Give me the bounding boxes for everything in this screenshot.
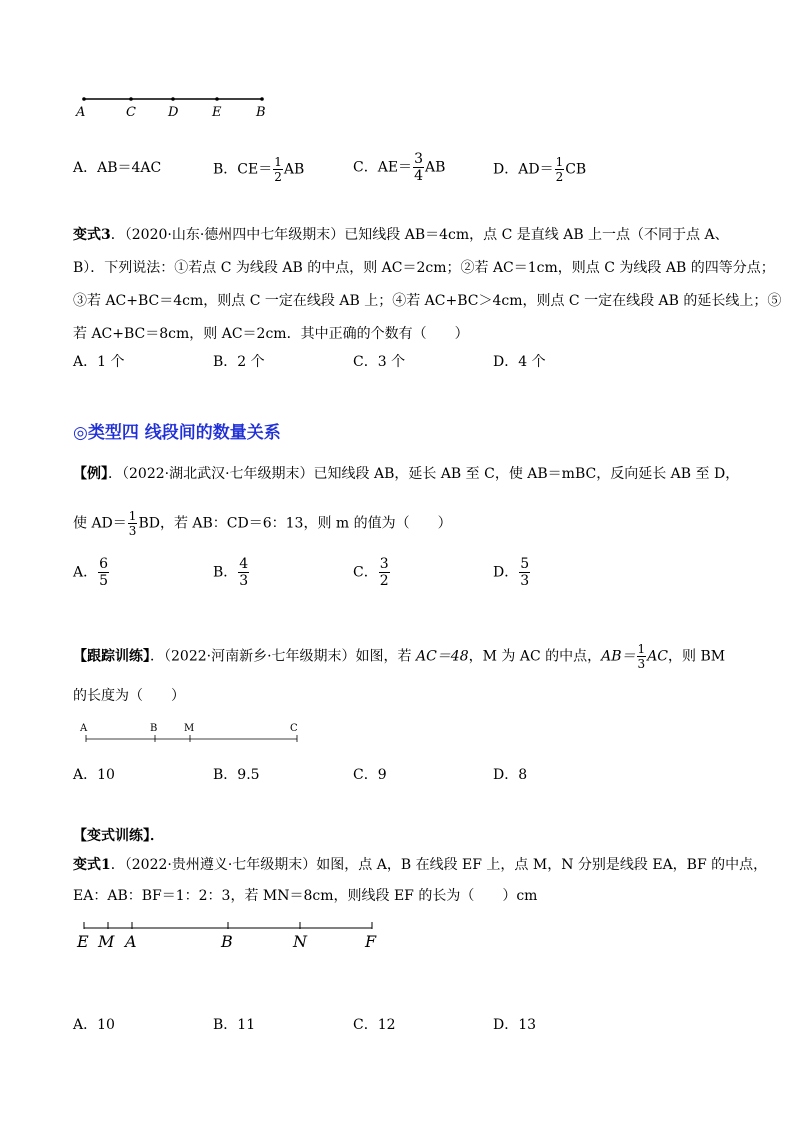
variant1-option-b: B．11	[213, 1017, 256, 1033]
option-c: C．AE＝ $\frac{3}{4}$ AB	[353, 151, 446, 184]
variant3-line-4: 若 AC+BC＝8cm，则 AC＝2cm．其中正确的个数有（ ）	[73, 326, 469, 342]
point-label-b: B	[150, 723, 158, 734]
point-label-c: C	[290, 723, 298, 734]
example-option-b: B． $\frac{4}{3}$	[213, 556, 249, 589]
point-label-a: A	[125, 932, 137, 951]
option-a: A．AB＝4AC	[73, 160, 162, 176]
example-line-1: 【例】．（2022·湖北武汉·七年级期末）已知线段 AB，延长 AB 至 C，使 AB＝mBC，反向延长 AB 至 D，	[73, 466, 740, 482]
section-heading: ◎类型四 线段间的数量关系	[73, 423, 281, 443]
tracking-option-d: D．8	[493, 767, 528, 783]
example-option-c: C． $\frac{3}{2}$	[353, 556, 389, 589]
point-label-a: A	[76, 105, 86, 120]
variant3-option-c: C．3 个	[353, 354, 406, 370]
tracking-line-2: 的长度为（ ）	[73, 688, 185, 704]
variant3-line-3: ③若 AC+BC＝4cm，则点 C 一定在线段 AB 上；④若 AC+BC＞4cm，则点 C 一定在线段 AB 的延长线上；⑤	[73, 293, 782, 309]
point-label-a: A	[80, 723, 88, 734]
variant1-option-d: D．13	[493, 1017, 537, 1033]
tracking-option-a: A．10	[73, 767, 115, 783]
point-label-b: B	[221, 932, 233, 951]
example-option-a: A． $\frac{6}{5}$	[73, 556, 109, 589]
variant3-option-b: B．2 个	[213, 354, 265, 370]
example-option-d: D． $\frac{5}{3}$	[493, 556, 530, 589]
variant3-line-2: B）．下列说法：①若点 C 为线段 AB 的中点，则 AC＝2cm；②若 AC＝1cm，则点 C 为线段 AB 的四等分点；	[73, 260, 775, 276]
point-label-c: C	[126, 105, 136, 120]
option-d: D．AD＝ $\frac{1}{2}$ CB	[493, 155, 587, 184]
tracking-option-c: C．9	[353, 767, 387, 783]
tracking-option-b: B．9.5	[213, 767, 260, 783]
point-label-b: B	[256, 105, 266, 120]
point-label-n: N	[293, 932, 307, 951]
tracking-line-1: 【跟踪训练】．（2022·河南新乡·七年级期末）如图，若 AC＝48，M 为 AC 的中点，AB＝ $\frac{1}{3}$ AC，则 BM	[73, 642, 726, 671]
variant3-line-1: 变式3．（2020·山东·德州四中七年级期末）已知线段 AB＝4cm，点 C 是直线 AB 上一点（不同于点 A、	[73, 227, 729, 243]
point-label-e: E	[212, 105, 222, 120]
variant1-option-c: C．12	[353, 1017, 396, 1033]
variant-training-tag: 【变式训练】．	[73, 828, 164, 844]
variant1-option-a: A．10	[73, 1017, 115, 1033]
point-label-m: M	[98, 932, 115, 951]
point-label-d: D	[168, 105, 179, 120]
point-label-m: M	[184, 723, 195, 734]
option-b: B．CE＝ $\frac{1}{2}$ AB	[213, 155, 305, 184]
example-line-2: 使 AD＝ $\frac{1}{3}$ BD，若 AB：CD＝6：13，则 m 的值为（ ）	[73, 509, 452, 538]
point-label-f: F	[365, 932, 377, 951]
variant1-line-2: EA：AB：BF＝1：2：3，若 MN＝8cm，则线段 EF 的长为（ ）cm	[73, 888, 538, 904]
variant3-option-a: A．1 个	[73, 354, 125, 370]
variant3-option-d: D．4 个	[493, 354, 546, 370]
variant1-line-1: 变式1．（2022·贵州遵义·七年级期末）如图，点 A，B 在线段 EF 上，点 M，N 分别是线段 EA，BF 的中点，	[73, 857, 768, 873]
point-label-e: E	[77, 932, 89, 951]
